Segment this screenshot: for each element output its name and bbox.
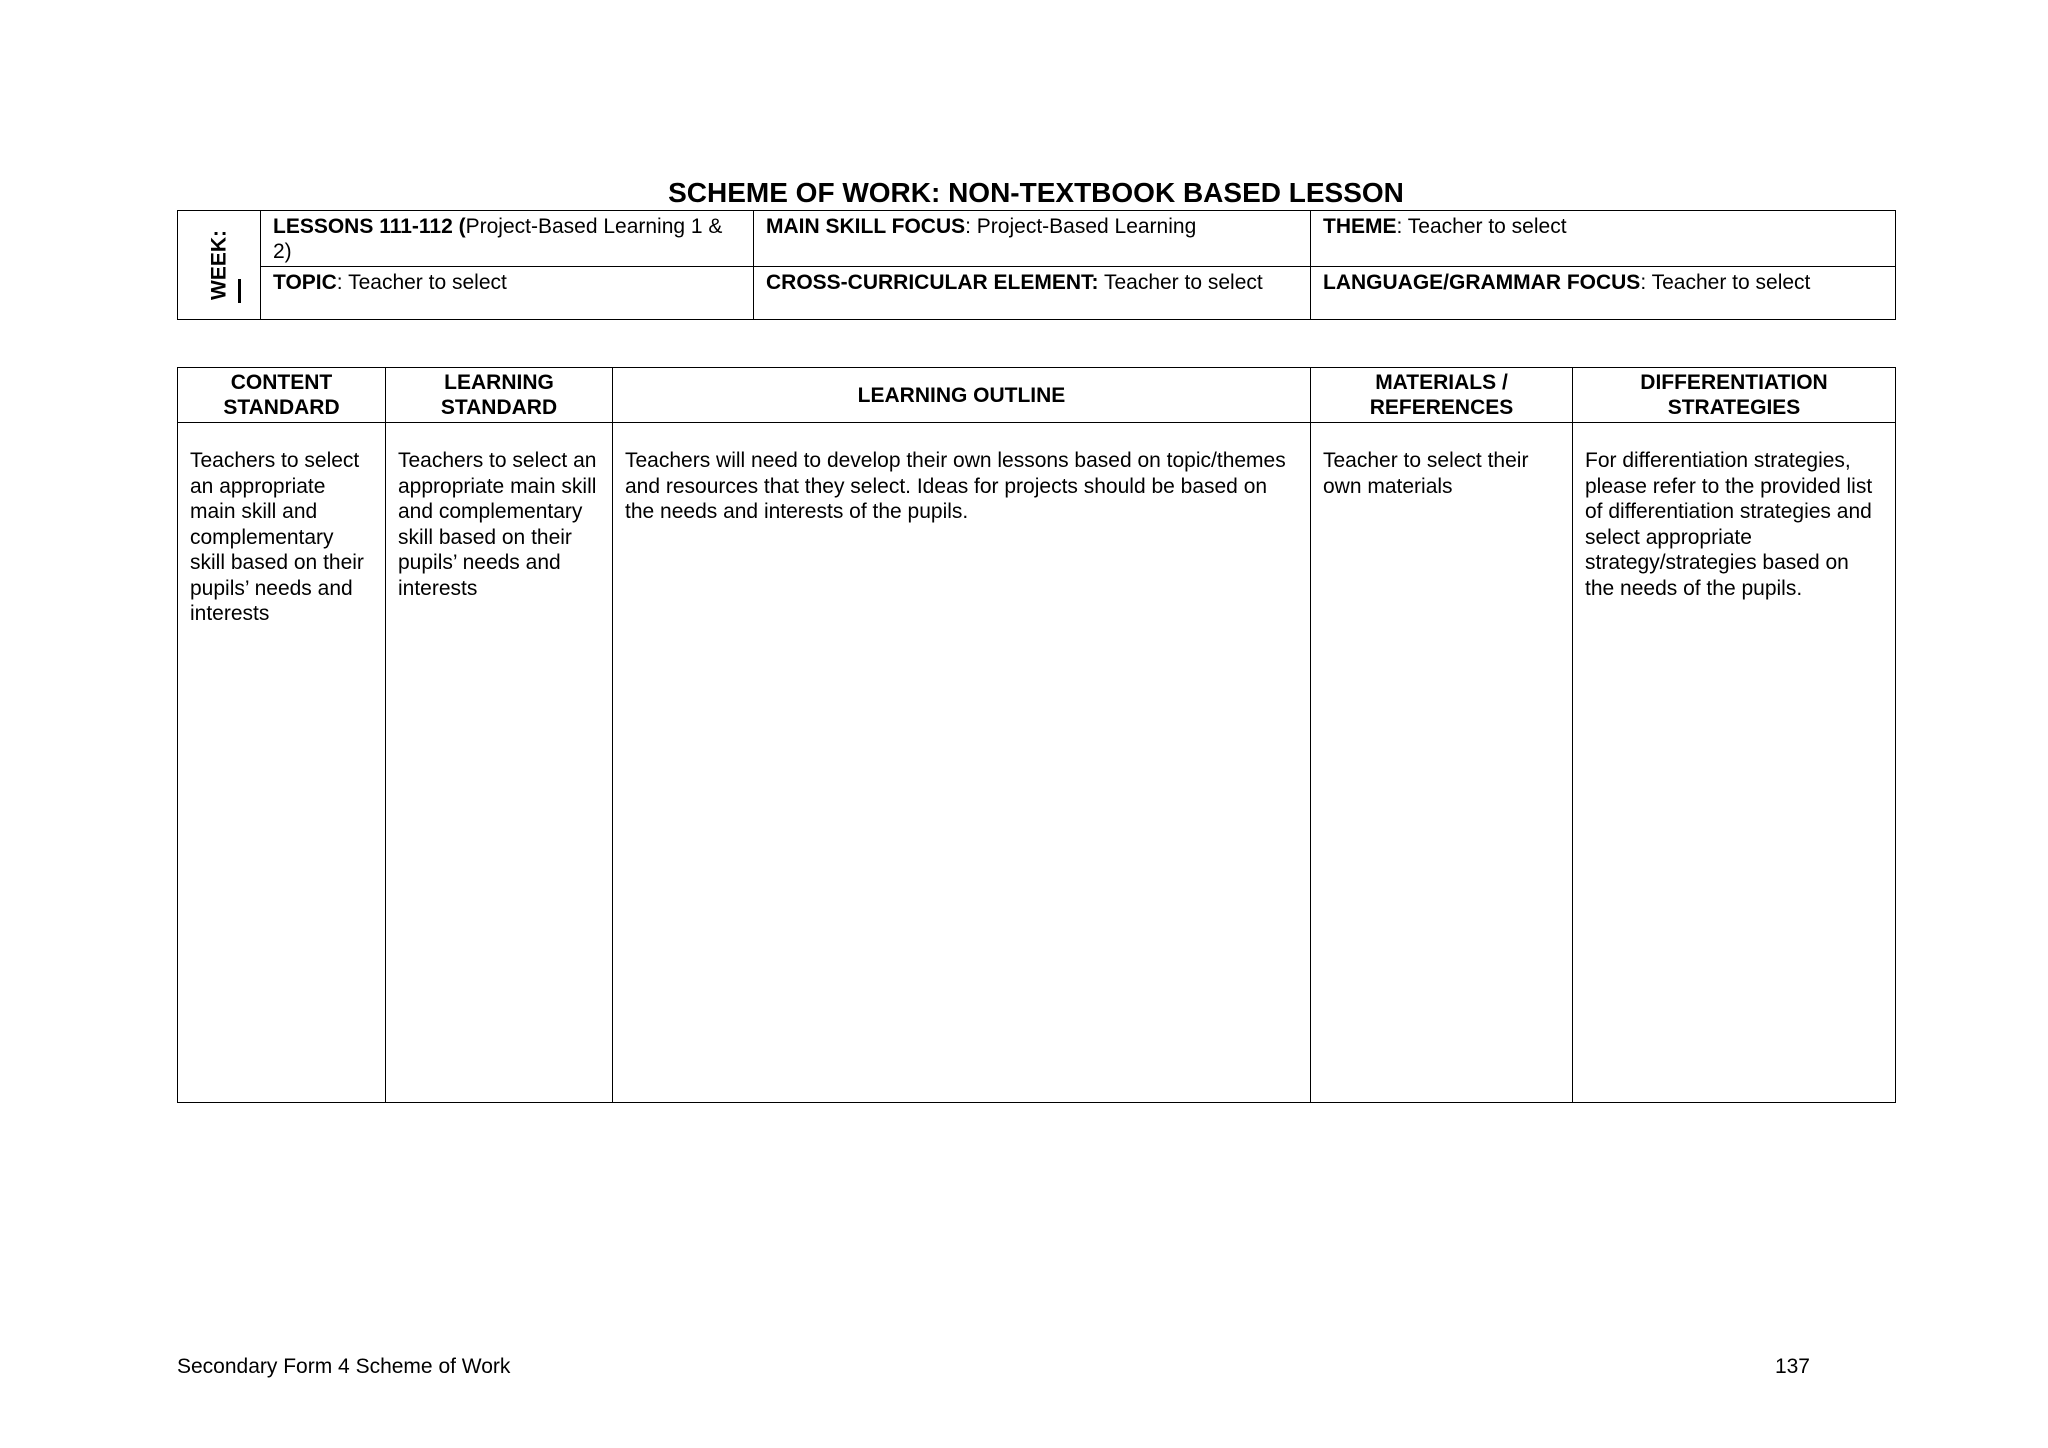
- page-title: SCHEME OF WORK: NON-TEXTBOOK BASED LESSON: [668, 177, 1404, 208]
- theme-label: THEME: [1323, 215, 1397, 238]
- theme-value: : Teacher to select: [1396, 215, 1567, 238]
- page-number: 137: [1774, 1355, 1810, 1378]
- lessons-value: Project-Based Learning 1 & 2): [273, 215, 723, 263]
- theme-cell: [1311, 211, 1896, 267]
- col-header-content-standard: CONTENT STANDARD: [178, 368, 386, 423]
- col-header-learning-outline: LEARNING OUTLINE: [613, 368, 1311, 423]
- col-header-differentiation: DIFFERENTIATION STRATEGIES: [1573, 368, 1896, 423]
- col-header-materials: MATERIALS / REFERENCES: [1311, 368, 1573, 423]
- scheme-table: [177, 367, 1896, 1103]
- lessons-cell: [261, 211, 754, 267]
- cross-curricular-value: Teacher to select: [1098, 271, 1263, 294]
- cell-materials: Teacher to select their own materials: [1311, 423, 1573, 1103]
- language-grammar-value: : Teacher to select: [1640, 271, 1811, 294]
- lesson-header-table: [177, 210, 1896, 320]
- main-skill-focus-cell: [754, 211, 1311, 267]
- week-label: WEEK:: [207, 230, 231, 300]
- col-header-learning-standard: LEARNING STANDARD: [386, 368, 613, 423]
- cell-differentiation: For differentiation strategies, please refer to the provided list of differentiation strategies and select appropriate strategy/strategies based on the needs of the pupils.: [1573, 423, 1896, 1103]
- week-cell: [178, 211, 261, 320]
- footer-document-name: Secondary Form 4 Scheme of Work: [177, 1355, 511, 1378]
- topic-cell: [261, 267, 754, 320]
- cross-curricular-cell: [754, 267, 1311, 320]
- table-row: [178, 423, 1896, 1103]
- table-header-row: [178, 368, 1896, 423]
- topic-label: TOPIC: [273, 271, 337, 294]
- main-skill-focus-value: : Project-Based Learning: [965, 215, 1197, 238]
- language-grammar-label: LANGUAGE/GRAMMAR FOCUS: [1323, 271, 1641, 294]
- main-skill-focus-label: MAIN SKILL FOCUS: [766, 215, 966, 238]
- lessons-label: LESSONS 111-112 (: [273, 215, 466, 238]
- cell-learning-outline: Teachers will need to develop their own lessons based on topic/themes and resources that they select. Ideas for projects should be based on the needs and interests of the pupils.: [613, 423, 1311, 1103]
- cell-content-standard: Teachers to select an appropriate main skill and complementary skill based on their pupils’ needs and interests: [178, 423, 386, 1103]
- topic-value: : Teacher to select: [336, 271, 507, 294]
- week-blank-line: [238, 279, 241, 303]
- cell-learning-standard: Teachers to select an appropriate main skill and complementary skill based on their pupils’ needs and interests: [386, 423, 613, 1103]
- language-grammar-cell: [1311, 267, 1896, 320]
- cross-curricular-label: CROSS-CURRICULAR ELEMENT:: [766, 271, 1099, 294]
